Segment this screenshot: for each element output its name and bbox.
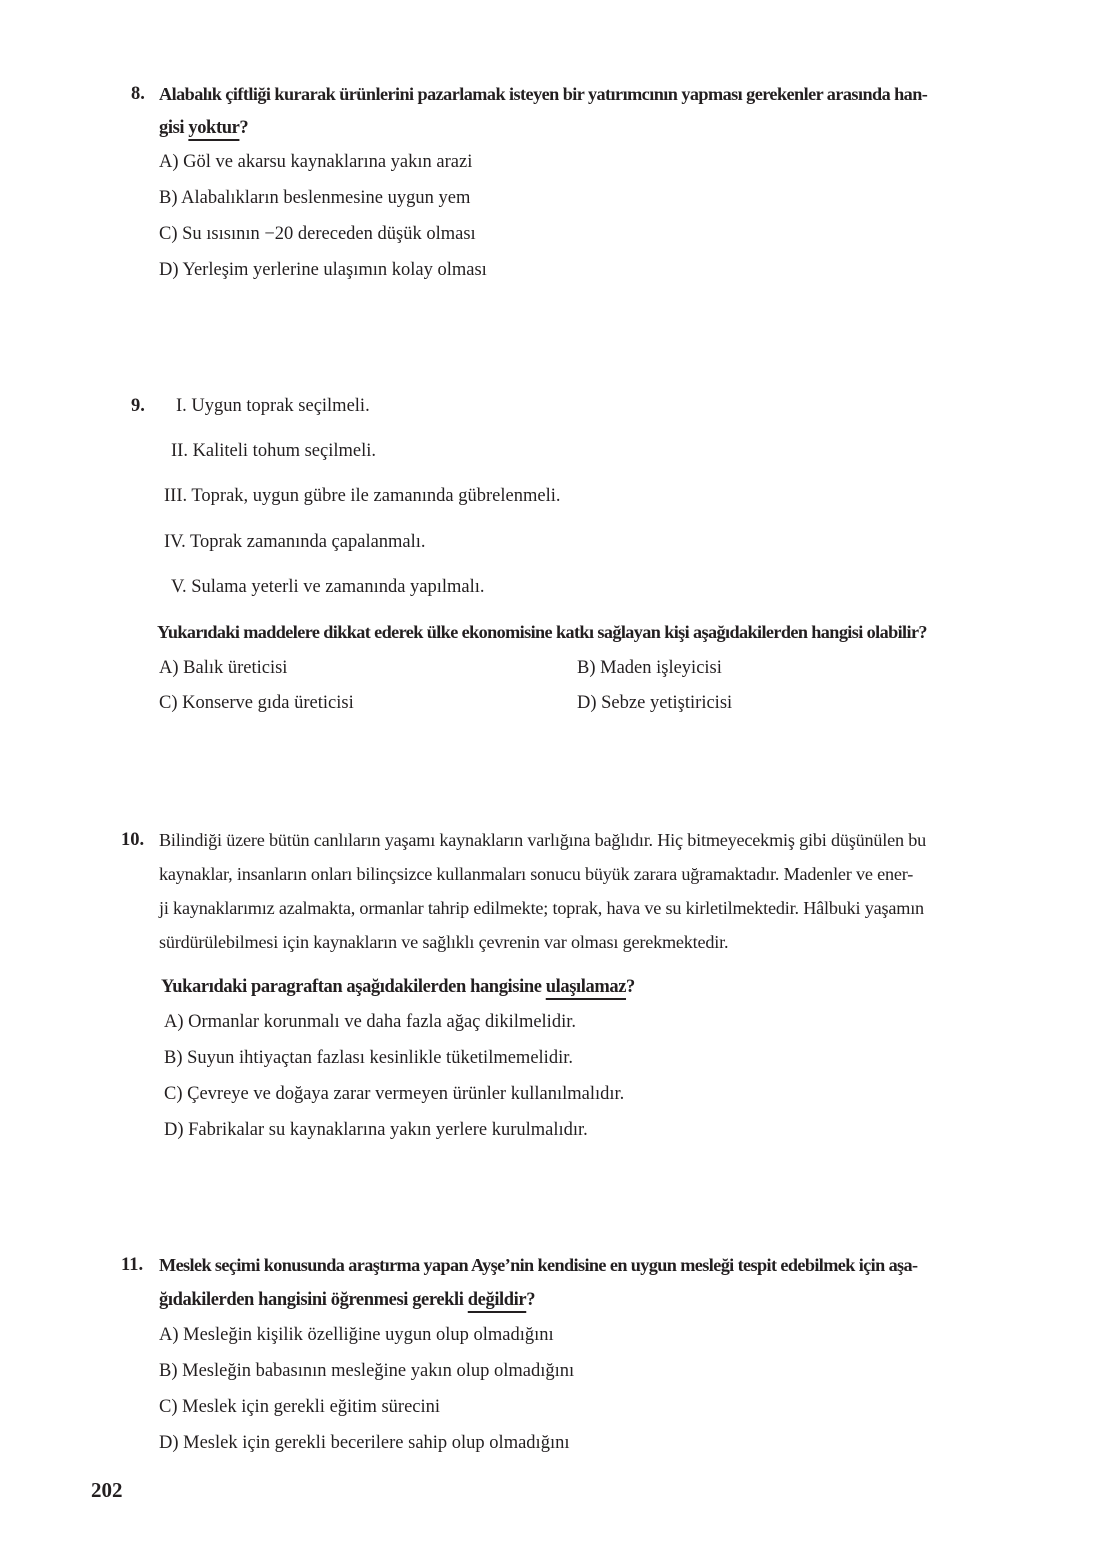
question-number: 11. — [121, 1255, 144, 1275]
option-c: C) Konserve gıda üreticisi — [159, 693, 354, 713]
option-d: D) Yerleşim yerlerine ulaşımın kolay olması — [159, 260, 487, 280]
question-stem: Yukarıdaki maddelere dikkat ederek ülke ekonomisine katkı sağlayan kişi aşağıdakilerden hangisi olabilir? — [157, 622, 927, 642]
option-c: C) Su ısısının −20 dereceden düşük olması — [159, 224, 476, 244]
paragraph-line-1: Bilindiği üzere bütün canlıların yaşamı kaynakların varlığına bağlıdır. Hiç bitmeyecekmiş gibi düşünülen bu — [159, 830, 927, 850]
option-b: B) Suyun ihtiyaçtan fazlası kesinlikle tüketilmemelidir. — [164, 1048, 573, 1068]
roman-item-4: IV. Toprak zamanında çapalanmalı. — [164, 532, 426, 552]
option-b: B) Maden işleyicisi — [577, 658, 722, 678]
roman-item-3: III. Toprak, uygun gübre ile zamanında gübrelenmeli. — [164, 486, 561, 506]
option-b: B) Alabalıkların beslenmesine uygun yem — [159, 188, 471, 208]
option-c: C) Meslek için gerekli eğitim sürecini — [159, 1397, 441, 1417]
question-stem-line1: Alabalık çiftliği kurarak ürünlerini pazarlamak isteyen bir yatırımcının yapması gerekenler arasında han- — [159, 84, 928, 104]
paragraph-line-4: sürdürülebilmesi için kaynakların ve sağlıklı çevrenin var olması gerekmektedir. — [159, 932, 729, 952]
page-number: 202 — [91, 1478, 123, 1502]
question-number: 9. — [131, 396, 145, 416]
question-stem-line1: Meslek seçimi konusunda araştırma yapan Ayşe’nin kendisine en uygun mesleği tespit edebilmek için aşa- — [159, 1255, 918, 1275]
option-b: B) Mesleğin babasının mesleğine yakın olup olmadığını — [159, 1361, 575, 1381]
option-d: D) Meslek için gerekli becerilere sahip olup olmadığını — [159, 1433, 570, 1453]
emphasis-underline: değildir — [467, 1290, 527, 1310]
paragraph-line-2: kaynaklar, insanların onları bilinçsizce kullanmaları sonucu büyük zarara uğramaktadır. Madenler ve ener- — [159, 864, 914, 884]
question-number: 10. — [121, 830, 145, 850]
question-stem-line2: gisi yoktur? — [159, 118, 249, 138]
emphasis-underline: ulaşılamaz — [545, 977, 627, 997]
paragraph-line-3: ji kaynaklarımız azalmakta, ormanlar tahrip edilmekte; toprak, hava ve su kirletilmektedir. Hâlbuki yaşamın — [159, 898, 924, 918]
roman-item-5: V. Sulama yeterli ve zamanında yapılmalı. — [171, 577, 485, 597]
question-stem-line2: ğıdakilerden hangisini öğrenmesi gerekli değildir? — [159, 1290, 536, 1310]
option-d: D) Fabrikalar su kaynaklarına yakın yerlere kurulmalıdır. — [164, 1120, 588, 1140]
question-number: 8. — [131, 84, 145, 104]
roman-item-2: II. Kaliteli tohum seçilmeli. — [171, 441, 376, 461]
roman-item-1: I. Uygun toprak seçilmeli. — [176, 396, 370, 416]
option-a: A) Ormanlar korunmalı ve daha fazla ağaç dikilmelidir. — [164, 1012, 576, 1032]
option-a: A) Göl ve akarsu kaynaklarına yakın arazi — [159, 152, 473, 172]
option-c: C) Çevreye ve doğaya zarar vermeyen ürünler kullanılmalıdır. — [164, 1084, 625, 1104]
option-d: D) Sebze yetiştiricisi — [577, 693, 733, 713]
option-a: A) Mesleğin kişilik özelliğine uygun olup olmadığını — [159, 1325, 554, 1345]
emphasis-underline: yoktur — [188, 118, 240, 138]
option-a: A) Balık üreticisi — [159, 658, 288, 678]
question-stem: Yukarıdaki paragraftan aşağıdakilerden hangisine ulaşılamaz? — [161, 977, 635, 997]
